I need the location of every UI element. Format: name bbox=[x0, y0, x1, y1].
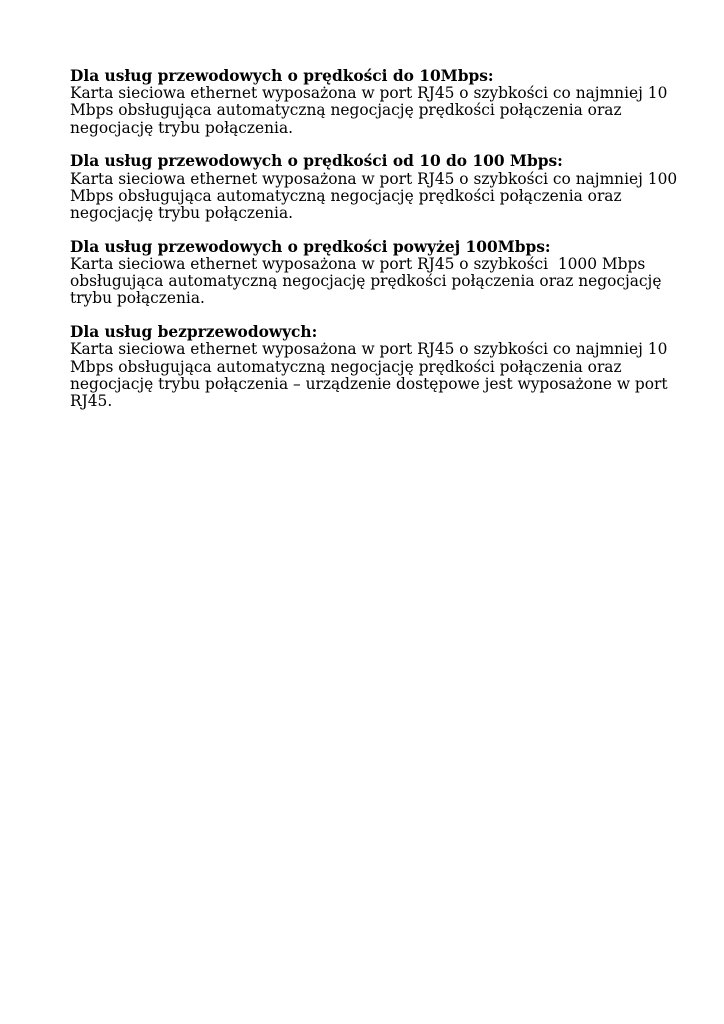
section-wired-up-to-10mbps bbox=[70, 68, 670, 137]
section-wired-10-to-100mbps bbox=[70, 152, 678, 223]
paragraph-line: Mbps obsługująca automatyczną negocjację prędkości połączenia oraz bbox=[70, 186, 622, 205]
paragraph-line: RJ45. bbox=[70, 392, 113, 411]
section-heading: Dla usług przewodowych o prędkości do 10Mbps: bbox=[70, 67, 494, 85]
paragraph-line: Karta sieciowa ethernet wyposażona w port RJ45 o szybkości co najmniej 10 bbox=[70, 340, 668, 359]
paragraph-line: negocjację trybu połączenia – urządzenie dostępowe jest wyposażone w port bbox=[70, 374, 668, 393]
section-heading: Dla usług przewodowych o prędkości powyżej 100Mbps: bbox=[70, 237, 551, 256]
paragraph-line: Karta sieciowa ethernet wyposażona w port RJ45 o szybkości co najmniej 100 bbox=[70, 169, 678, 188]
paragraph-line: Karta sieciowa ethernet wyposażona w port RJ45 o szybkości co najmniej 10 bbox=[70, 84, 668, 103]
paragraph-line: Mbps obsługująca automatyczną negocjację prędkości połączenia oraz bbox=[70, 101, 622, 120]
paragraph-line: obsługująca automatyczną negocjację prędkości połączenia oraz negocjację bbox=[70, 272, 662, 291]
document-page bbox=[70, 67, 678, 427]
paragraph-line: trybu połączenia. bbox=[70, 289, 205, 308]
paragraph-line: Mbps obsługująca automatyczną negocjację prędkości połączenia oraz bbox=[70, 357, 622, 376]
paragraph-line: negocjację trybu połączenia. bbox=[70, 118, 294, 137]
section-heading: Dla usług przewodowych o prędkości od 10 do 100 Mbps: bbox=[70, 152, 563, 171]
paragraph-line: negocjację trybu połączenia. bbox=[70, 204, 294, 223]
section-wireless bbox=[70, 324, 670, 410]
paragraph-line: Karta sieciowa ethernet wyposażona w port RJ45 o szybkości 1000 Mbps bbox=[70, 255, 646, 274]
section-wired-above-100mbps bbox=[70, 239, 670, 308]
section-heading: Dla usług bezprzewodowych: bbox=[70, 323, 318, 342]
